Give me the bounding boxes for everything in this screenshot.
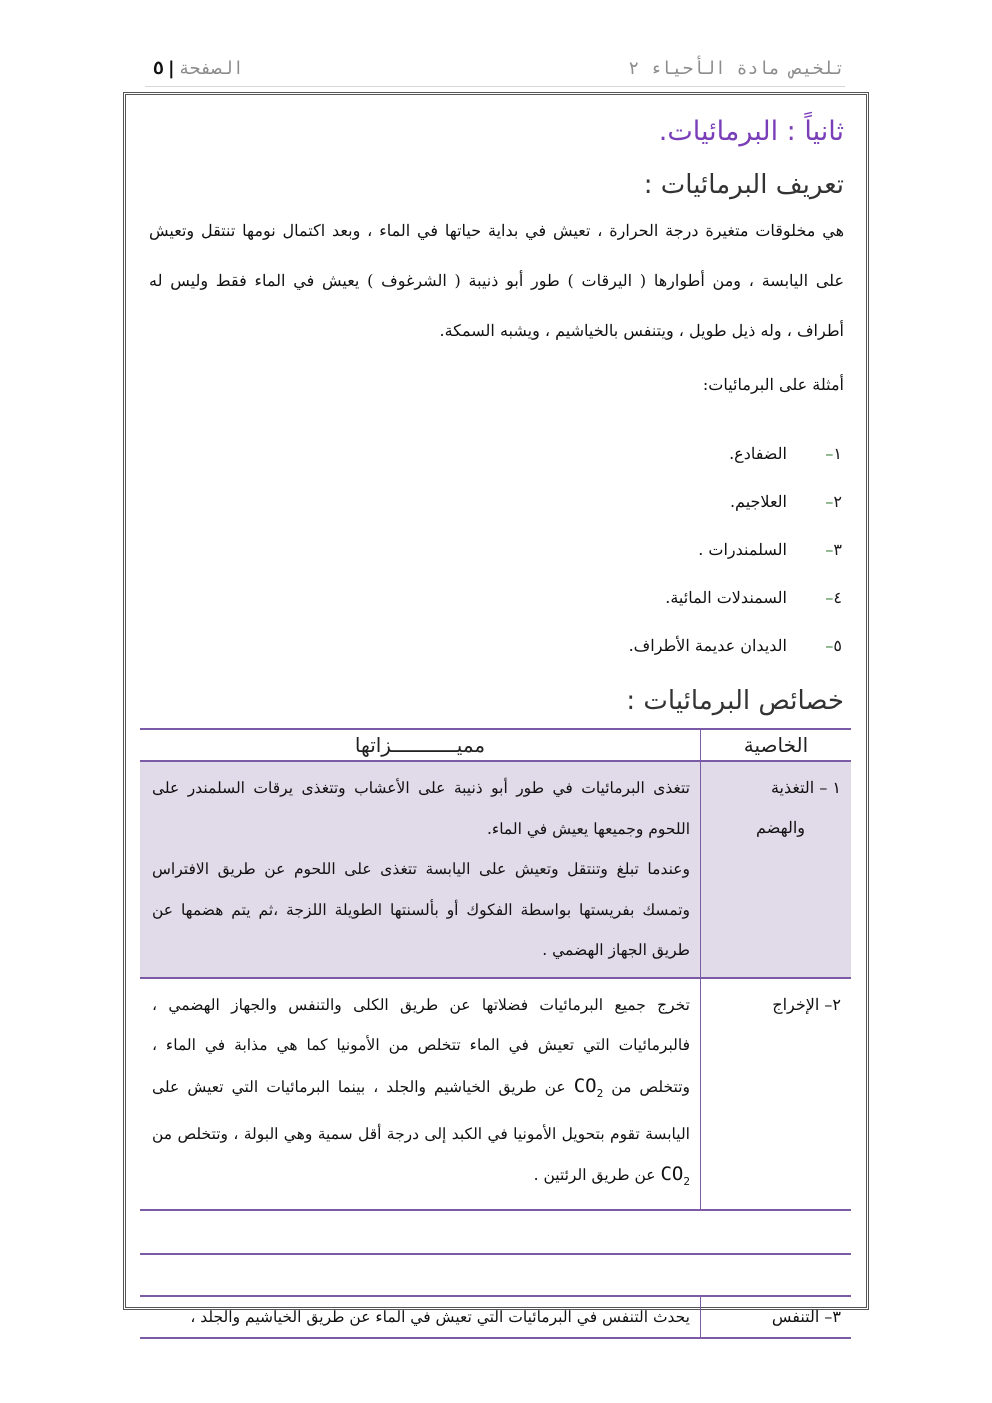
header-property: الخاصية bbox=[700, 730, 851, 760]
property-name-line2: والهضم bbox=[756, 818, 805, 837]
list-item bbox=[542, 526, 842, 574]
traits-cell bbox=[140, 762, 700, 977]
features-title: خصائص البرمائيات : bbox=[626, 686, 844, 716]
property-cell bbox=[700, 1297, 851, 1338]
co2-formula: $CO_2$ bbox=[573, 1074, 604, 1100]
list-item-number: ٣– bbox=[825, 540, 842, 559]
list-item-text: الضفادع. bbox=[729, 444, 787, 463]
definition-paragraph: هي مخلوقات متغيرة درجة الحرارة ، تعيش في بداية حياتها في الماء ، وبعد اكتمال نومها تنتقل وتعيش على اليابسة ، ومن أطوارها ( اليرقات ) طور أبو ذنيبة ( الشرغوف ) يعيش في الماء فقط وليس له أطراف ، وله ذيل طويل ، ويتنفس بالخياشيم ، ويشبه السمكة. bbox=[149, 221, 845, 340]
property-cell bbox=[700, 762, 851, 977]
list-item-text: الديدان عديمة الأطراف. bbox=[628, 636, 787, 655]
list-item-text: السمندلات المائية. bbox=[665, 588, 787, 607]
table-row-nutrition bbox=[140, 762, 851, 979]
table-row-respiration bbox=[140, 1295, 851, 1340]
property-cell bbox=[700, 979, 851, 1209]
list-item-number: ٤– bbox=[825, 588, 842, 607]
section-title: ثانياً : البرمائيات. bbox=[658, 116, 844, 147]
traits-text: عن طريق الرئتين . bbox=[533, 1166, 656, 1185]
list-item-text: العلاجيم. bbox=[729, 492, 787, 511]
list-item bbox=[542, 478, 842, 526]
list-item bbox=[542, 430, 842, 478]
header-traits: مميـــــــــــزاتها bbox=[354, 733, 486, 757]
traits-cell bbox=[140, 1297, 700, 1338]
property-name: ٢– الإخراج bbox=[772, 994, 841, 1014]
traits-cell bbox=[140, 979, 700, 1209]
header-page-indicator bbox=[153, 58, 244, 79]
list-item-number: ١– bbox=[825, 444, 842, 463]
list-item bbox=[542, 622, 842, 670]
property-name: ٣– التنفس bbox=[771, 1306, 841, 1326]
examples-label: أمثلة على البرمائيات: bbox=[702, 375, 844, 394]
header-page-number: ٥ bbox=[153, 58, 164, 79]
property-name: ١ – التغذية bbox=[770, 778, 841, 797]
definition-title: تعريف البرمائيات : bbox=[643, 170, 844, 200]
table-gap bbox=[140, 1211, 851, 1255]
table-header bbox=[140, 728, 851, 762]
list-item-number: ٢– bbox=[825, 492, 842, 511]
list-item-number: ٥– bbox=[825, 636, 842, 655]
examples-list bbox=[542, 430, 842, 670]
features-table bbox=[140, 728, 851, 1339]
header-page-label: الصفحة bbox=[178, 58, 244, 79]
traits-paragraph: يحدث التنفس في البرمائيات التي تعيش في الماء عن طريق الخياشيم والجلد ، bbox=[190, 1307, 690, 1326]
list-item bbox=[542, 574, 842, 622]
traits-text: عن طريق الخياشيم والجلد ، بينما البرمائيات التي تعيش على اليابسة تقوم بتحويل الأمونيا في الكبد إلى درجة أقل سمية وهي البولة ، وتتخلص من bbox=[152, 1077, 690, 1143]
co2-formula: $CO_2$ bbox=[660, 1163, 690, 1189]
page-header bbox=[145, 52, 845, 87]
table-row-excretion bbox=[140, 979, 851, 1211]
traits-paragraph bbox=[152, 985, 690, 1203]
header-separator: | bbox=[165, 58, 177, 79]
traits-text: تخرج جميع البرمائيات فضلاتها عن طريق الكلى والتنفس والجهاز الهضمي ، فالبرمائيات التي تعيش في الماء تتخلص من الأمونيا كما هي مذابة في الماء ، وتتخلص من bbox=[152, 995, 690, 1096]
header-title: تلخيص مادة الأحياء ٢ bbox=[628, 58, 845, 79]
traits-paragraph: وعندما تبلغ وتنتقل وتعيش على اليابسة تتغذى على اللحوم عن طريق الافتراس وتمسك بفريستها بواسطة الفكوك أو بألسنتها الطويلة اللزجة ،ثم يتم هضمها عن طريق الجهاز الهضمي . bbox=[152, 860, 690, 959]
list-item-text: السلمندرات . bbox=[698, 540, 787, 559]
traits-paragraph: تتغذى البرمائيات في طور أبو ذنيبة على الأعشاب وتتغذى يرقات السلمندر على اللحوم وجميعها يعيش في الماء. bbox=[152, 779, 690, 838]
